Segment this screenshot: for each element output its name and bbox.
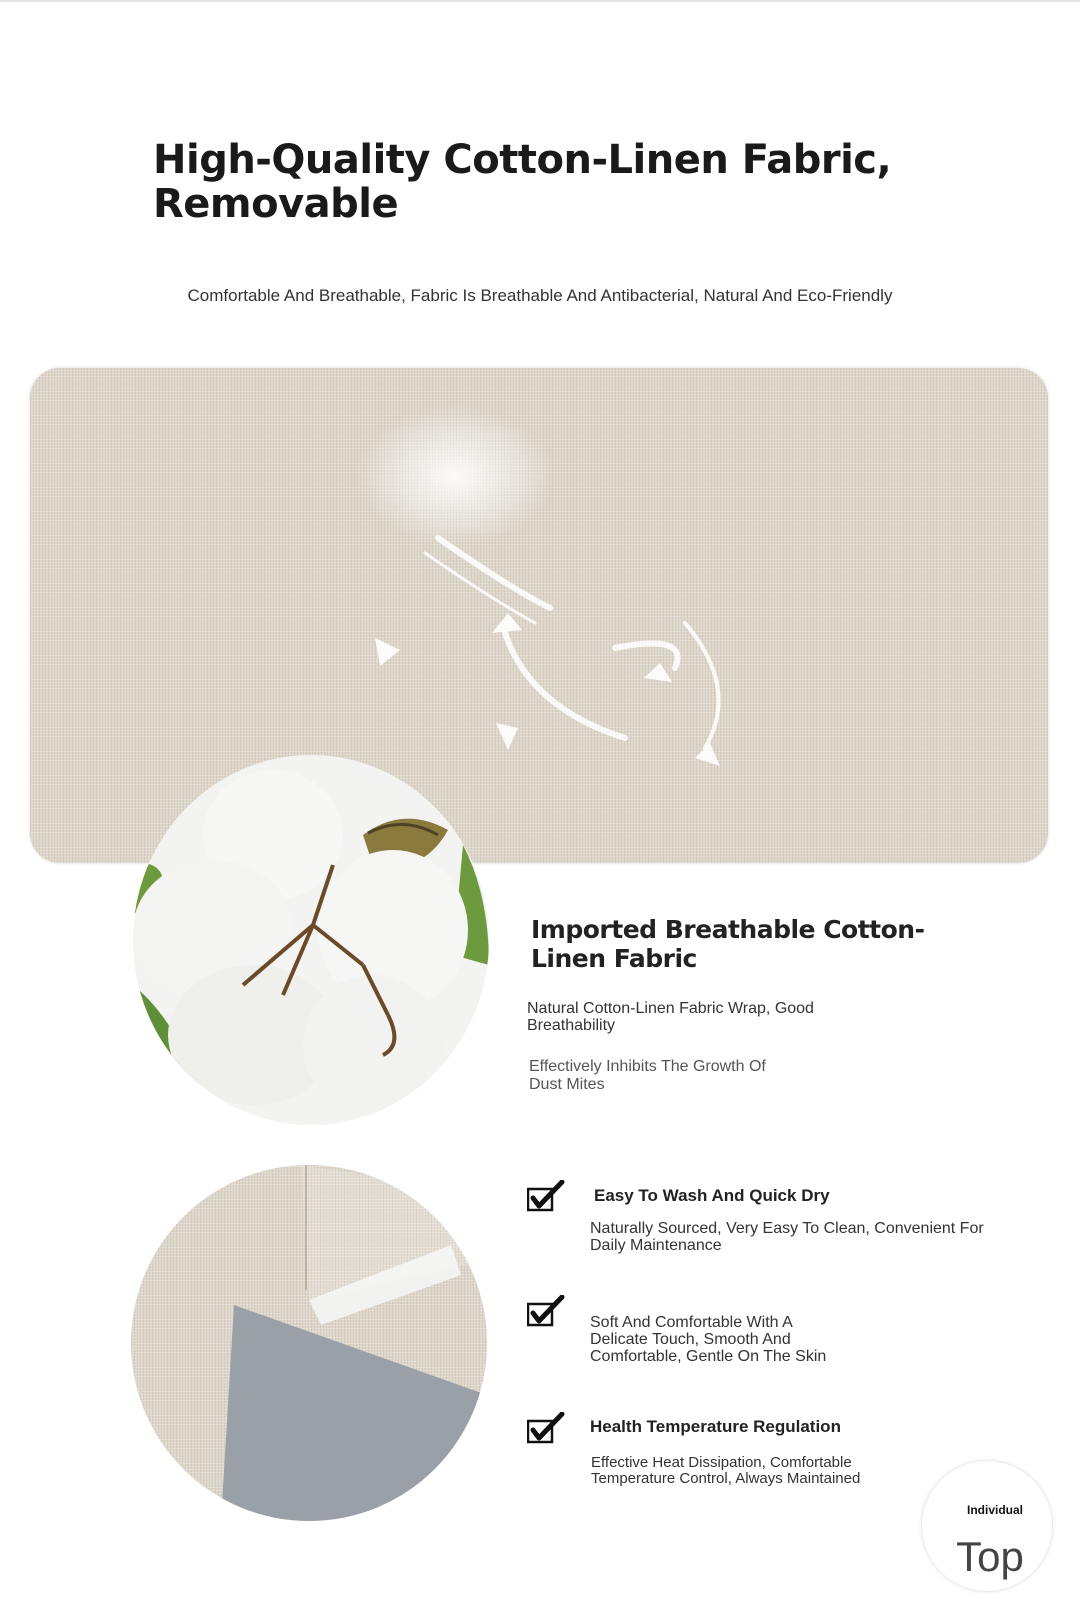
cotton-illustration-icon: [133, 755, 489, 1125]
feature-description-secondary: Effectively Inhibits The Growth Of Dust Mites: [529, 1058, 766, 1093]
badge-label: Individual: [966, 1503, 1023, 1517]
page-subtitle: Comfortable And Breathable, Fabric Is Breathable And Antibacterial, Natural And Eco-Friendly: [187, 286, 893, 305]
top-divider: [0, 0, 1080, 2]
benefit-title-temperature: Health Temperature Regulation: [590, 1417, 841, 1436]
checkmark-icon: [527, 1295, 565, 1327]
checkmark-icon: [527, 1412, 565, 1444]
mattress-cover-image: [131, 1165, 487, 1521]
top-badge: [921, 1460, 1053, 1592]
benefit-description-soft: Soft And Comfortable With A Delicate Touch, Smooth And Comfortable, Gentle On The Skin: [590, 1314, 827, 1365]
feature-description: Natural Cotton-Linen Fabric Wrap, Good Breathability: [527, 1000, 814, 1034]
feature-title: Imported Breathable Cotton-Linen Fabric: [531, 915, 925, 973]
mattress-corner-illustration-icon: [131, 1165, 487, 1521]
benefit-description-wash: Naturally Sourced, Very Easy To Clean, Convenient For Daily Maintenance: [590, 1220, 984, 1254]
page-title: High-Quality Cotton-Linen Fabric, Removable: [153, 137, 892, 227]
benefit-title-wash: Easy To Wash And Quick Dry: [594, 1186, 830, 1205]
checkmark-icon: [527, 1180, 565, 1212]
cotton-boll-image: [133, 755, 489, 1125]
benefit-description-temperature: Effective Heat Dissipation, Comfortable Temperature Control, Always Maintained: [591, 1454, 861, 1487]
badge-title: Top: [956, 1533, 1024, 1580]
